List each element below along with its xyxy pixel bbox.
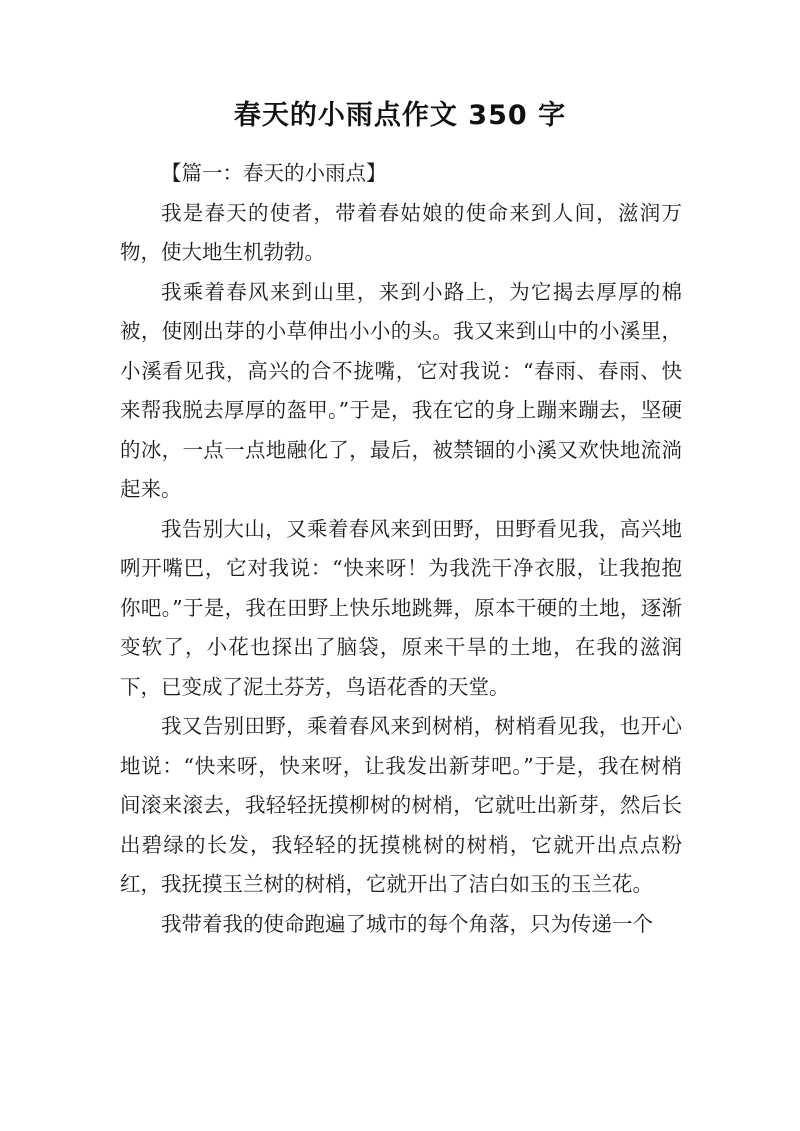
paragraph-1: 我是春天的使者，带着春姑娘的使命来到人间，滋润万物，使大地生机勃勃。 (120, 200, 682, 264)
document-body (120, 154, 682, 944)
section-heading: 【篇一：春天的小雨点】 (161, 161, 387, 185)
paragraph-5: 我带着我的使命跑遍了城市的每个角落，只为传递一个 (161, 911, 653, 936)
paragraph-2: 我乘着春风来到山里，来到小路上，为它揭去厚厚的棉被，使刚出芽的小草伸出小小的头。我又来到山中的小溪里，小溪看见我，高兴的合不拢嘴，它对我说：“春雨、春雨、快来帮我脱去厚厚的盔甲。”于是，我在它的身上蹦来蹦去，坚硬的冰，一点一点地融化了，最后，被禁锢的小溪又欢快地流淌起来。 (120, 279, 682, 501)
paragraph-4: 我又告别田野，乘着春风来到树梢，树梢看见我，也开心地说：“快来呀，快来呀，让我发出新芽吧。”于是，我在树梢间滚来滚去，我轻轻抚摸柳树的树梢，它就吐出新芽，然后长出碧绿的长发，我轻轻的抚摸桃树的树梢，它就开出点点粉红，我抚摸玉兰树的树梢，它就开出了洁白如玉的玉兰花。 (120, 714, 682, 896)
document-title: 春天的小雨点作文 350 字 (233, 100, 567, 131)
paragraph-3: 我告别大山，又乘着春风来到田野，田野看见我，高兴地咧开嘴巴，它对我说：“快来呀！为我洗干净衣服，让我抱抱你吧。”于是，我在田野上快乐地跳舞，原本干硬的土地，逐渐变软了，小花也探出了脑袋，原来干旱的土地，在我的滋润下，已变成了泥土芬芳，鸟语花香的天堂。 (120, 516, 682, 699)
